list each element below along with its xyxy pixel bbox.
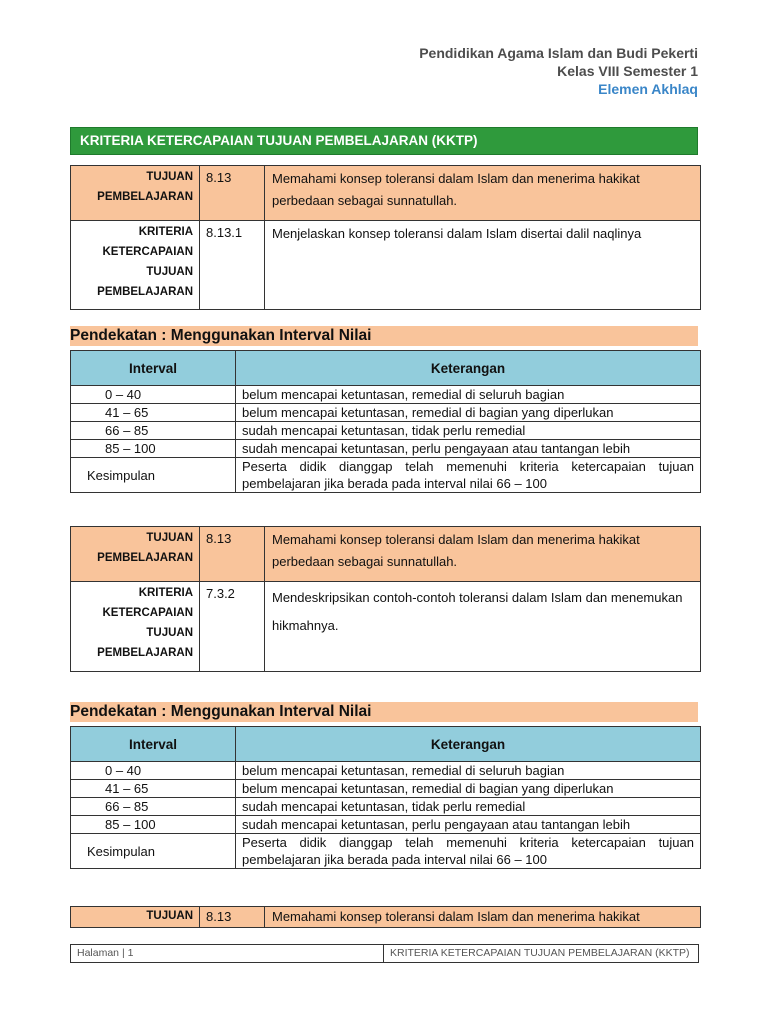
kktp-label-line: TUJUAN — [146, 266, 193, 278]
kktp-code: 7.3.2 — [200, 582, 265, 672]
interval-range: 0 – 40 — [71, 386, 236, 404]
page-footer — [70, 944, 699, 963]
kktp-label-line: KRITERIA — [138, 226, 193, 238]
table-row — [71, 458, 701, 493]
kktp-label-line: TUJUAN — [146, 627, 193, 639]
table-row — [71, 386, 701, 404]
kktp-label-line: KETERCAPAIAN — [102, 607, 193, 619]
kktp-description: Mendeskripsikan contoh-contoh toleransi dalam Islam dan menemukan hikmahnya. — [265, 582, 701, 672]
interval-desc: belum mencapai ketuntasan, remedial di seluruh bagian — [236, 386, 701, 404]
table-row — [71, 440, 701, 458]
kktp-label-line: KRITERIA — [138, 587, 193, 599]
kktp-label — [71, 221, 200, 310]
pendekatan-heading: Pendekatan : Menggunakan Interval Nilai — [70, 702, 698, 722]
kktp-code: 8.13.1 — [200, 221, 265, 310]
tp-label — [71, 166, 200, 221]
tp-code: 8.13 — [200, 907, 265, 928]
interval-range: 85 – 100 — [71, 440, 236, 458]
pendekatan-heading: Pendekatan : Menggunakan Interval Nilai — [70, 326, 698, 346]
tp-table-2 — [70, 526, 701, 672]
tp-label: TUJUAN — [71, 907, 200, 928]
page-number: Halaman | 1 — [71, 945, 384, 962]
tp-description: Memahami konsep toleransi dalam Islam dan menerima hakikat perbedaan sebagai sunnatullah. — [265, 527, 701, 582]
table-row — [71, 404, 701, 422]
class-semester: Kelas VIII Semester 1 — [557, 63, 698, 79]
kktp-label — [71, 582, 200, 672]
tp-description: Memahami konsep toleransi dalam Islam dan menerima hakikat perbedaan sebagai sunnatullah. — [265, 166, 701, 221]
tp-label-line: PEMBELAJARAN — [97, 552, 193, 564]
interval-range: 0 – 40 — [71, 762, 236, 780]
tp-code: 8.13 — [200, 527, 265, 582]
tp-code: 8.13 — [200, 166, 265, 221]
interval-desc: sudah mencapai ketuntasan, perlu pengayaan atau tantangan lebih — [236, 440, 701, 458]
kesimpulan-label: Kesimpulan — [71, 458, 236, 493]
kesimpulan-label: Kesimpulan — [71, 834, 236, 869]
interval-header: Interval — [71, 727, 236, 762]
table-row — [71, 816, 701, 834]
keterangan-header: Keterangan — [236, 351, 701, 386]
interval-desc: sudah mencapai ketuntasan, perlu pengayaan atau tantangan lebih — [236, 816, 701, 834]
tp-label-line: TUJUAN — [146, 171, 193, 183]
subject-title: Pendidikan Agama Islam dan Budi Pekerti — [419, 45, 698, 61]
tp-label-line: PEMBELAJARAN — [97, 191, 193, 203]
interval-desc: belum mencapai ketuntasan, remedial di bagian yang diperlukan — [236, 404, 701, 422]
interval-desc: belum mencapai ketuntasan, remedial di seluruh bagian — [236, 762, 701, 780]
tp-label — [71, 527, 200, 582]
table-row — [71, 762, 701, 780]
table-row — [71, 780, 701, 798]
interval-range: 85 – 100 — [71, 816, 236, 834]
kktp-description: Menjelaskan konsep toleransi dalam Islam disertai dalil naqlinya — [265, 221, 701, 310]
interval-range: 41 – 65 — [71, 780, 236, 798]
table-row — [71, 798, 701, 816]
tp-description: Memahami konsep toleransi dalam Islam dan menerima hakikat — [265, 907, 701, 928]
element-title: Elemen Akhlaq — [598, 81, 698, 97]
table-row — [71, 834, 701, 869]
interval-table-2 — [70, 726, 701, 869]
interval-range: 66 – 85 — [71, 798, 236, 816]
interval-desc: belum mencapai ketuntasan, remedial di bagian yang diperlukan — [236, 780, 701, 798]
interval-range: 66 – 85 — [71, 422, 236, 440]
interval-desc: sudah mencapai ketuntasan, tidak perlu remedial — [236, 422, 701, 440]
interval-header: Interval — [71, 351, 236, 386]
kktp-title-bar: KRITERIA KETERCAPAIAN TUJUAN PEMBELAJARAN (KKTP) — [70, 127, 698, 155]
kktp-label-line: PEMBELAJARAN — [97, 647, 193, 659]
interval-desc: sudah mencapai ketuntasan, tidak perlu remedial — [236, 798, 701, 816]
footer-title: KRITERIA KETERCAPAIAN TUJUAN PEMBELAJARAN (KKTP) — [390, 947, 690, 959]
tp-table-1 — [70, 165, 701, 310]
kesimpulan-text: Peserta didik dianggap telah memenuhi kriteria ketercapaian tujuan pembelajaran jika berada pada interval nilai 66 – 100 — [236, 458, 701, 493]
tp-label-line: TUJUAN — [146, 532, 193, 544]
kktp-label-line: PEMBELAJARAN — [97, 286, 193, 298]
table-row — [71, 422, 701, 440]
keterangan-header: Keterangan — [236, 727, 701, 762]
interval-range: 41 – 65 — [71, 404, 236, 422]
interval-table-1 — [70, 350, 701, 493]
tp-table-3 — [70, 906, 701, 928]
kesimpulan-text: Peserta didik dianggap telah memenuhi kriteria ketercapaian tujuan pembelajaran jika berada pada interval nilai 66 – 100 — [236, 834, 701, 869]
document-header — [419, 44, 698, 98]
kktp-label-line: KETERCAPAIAN — [102, 246, 193, 258]
